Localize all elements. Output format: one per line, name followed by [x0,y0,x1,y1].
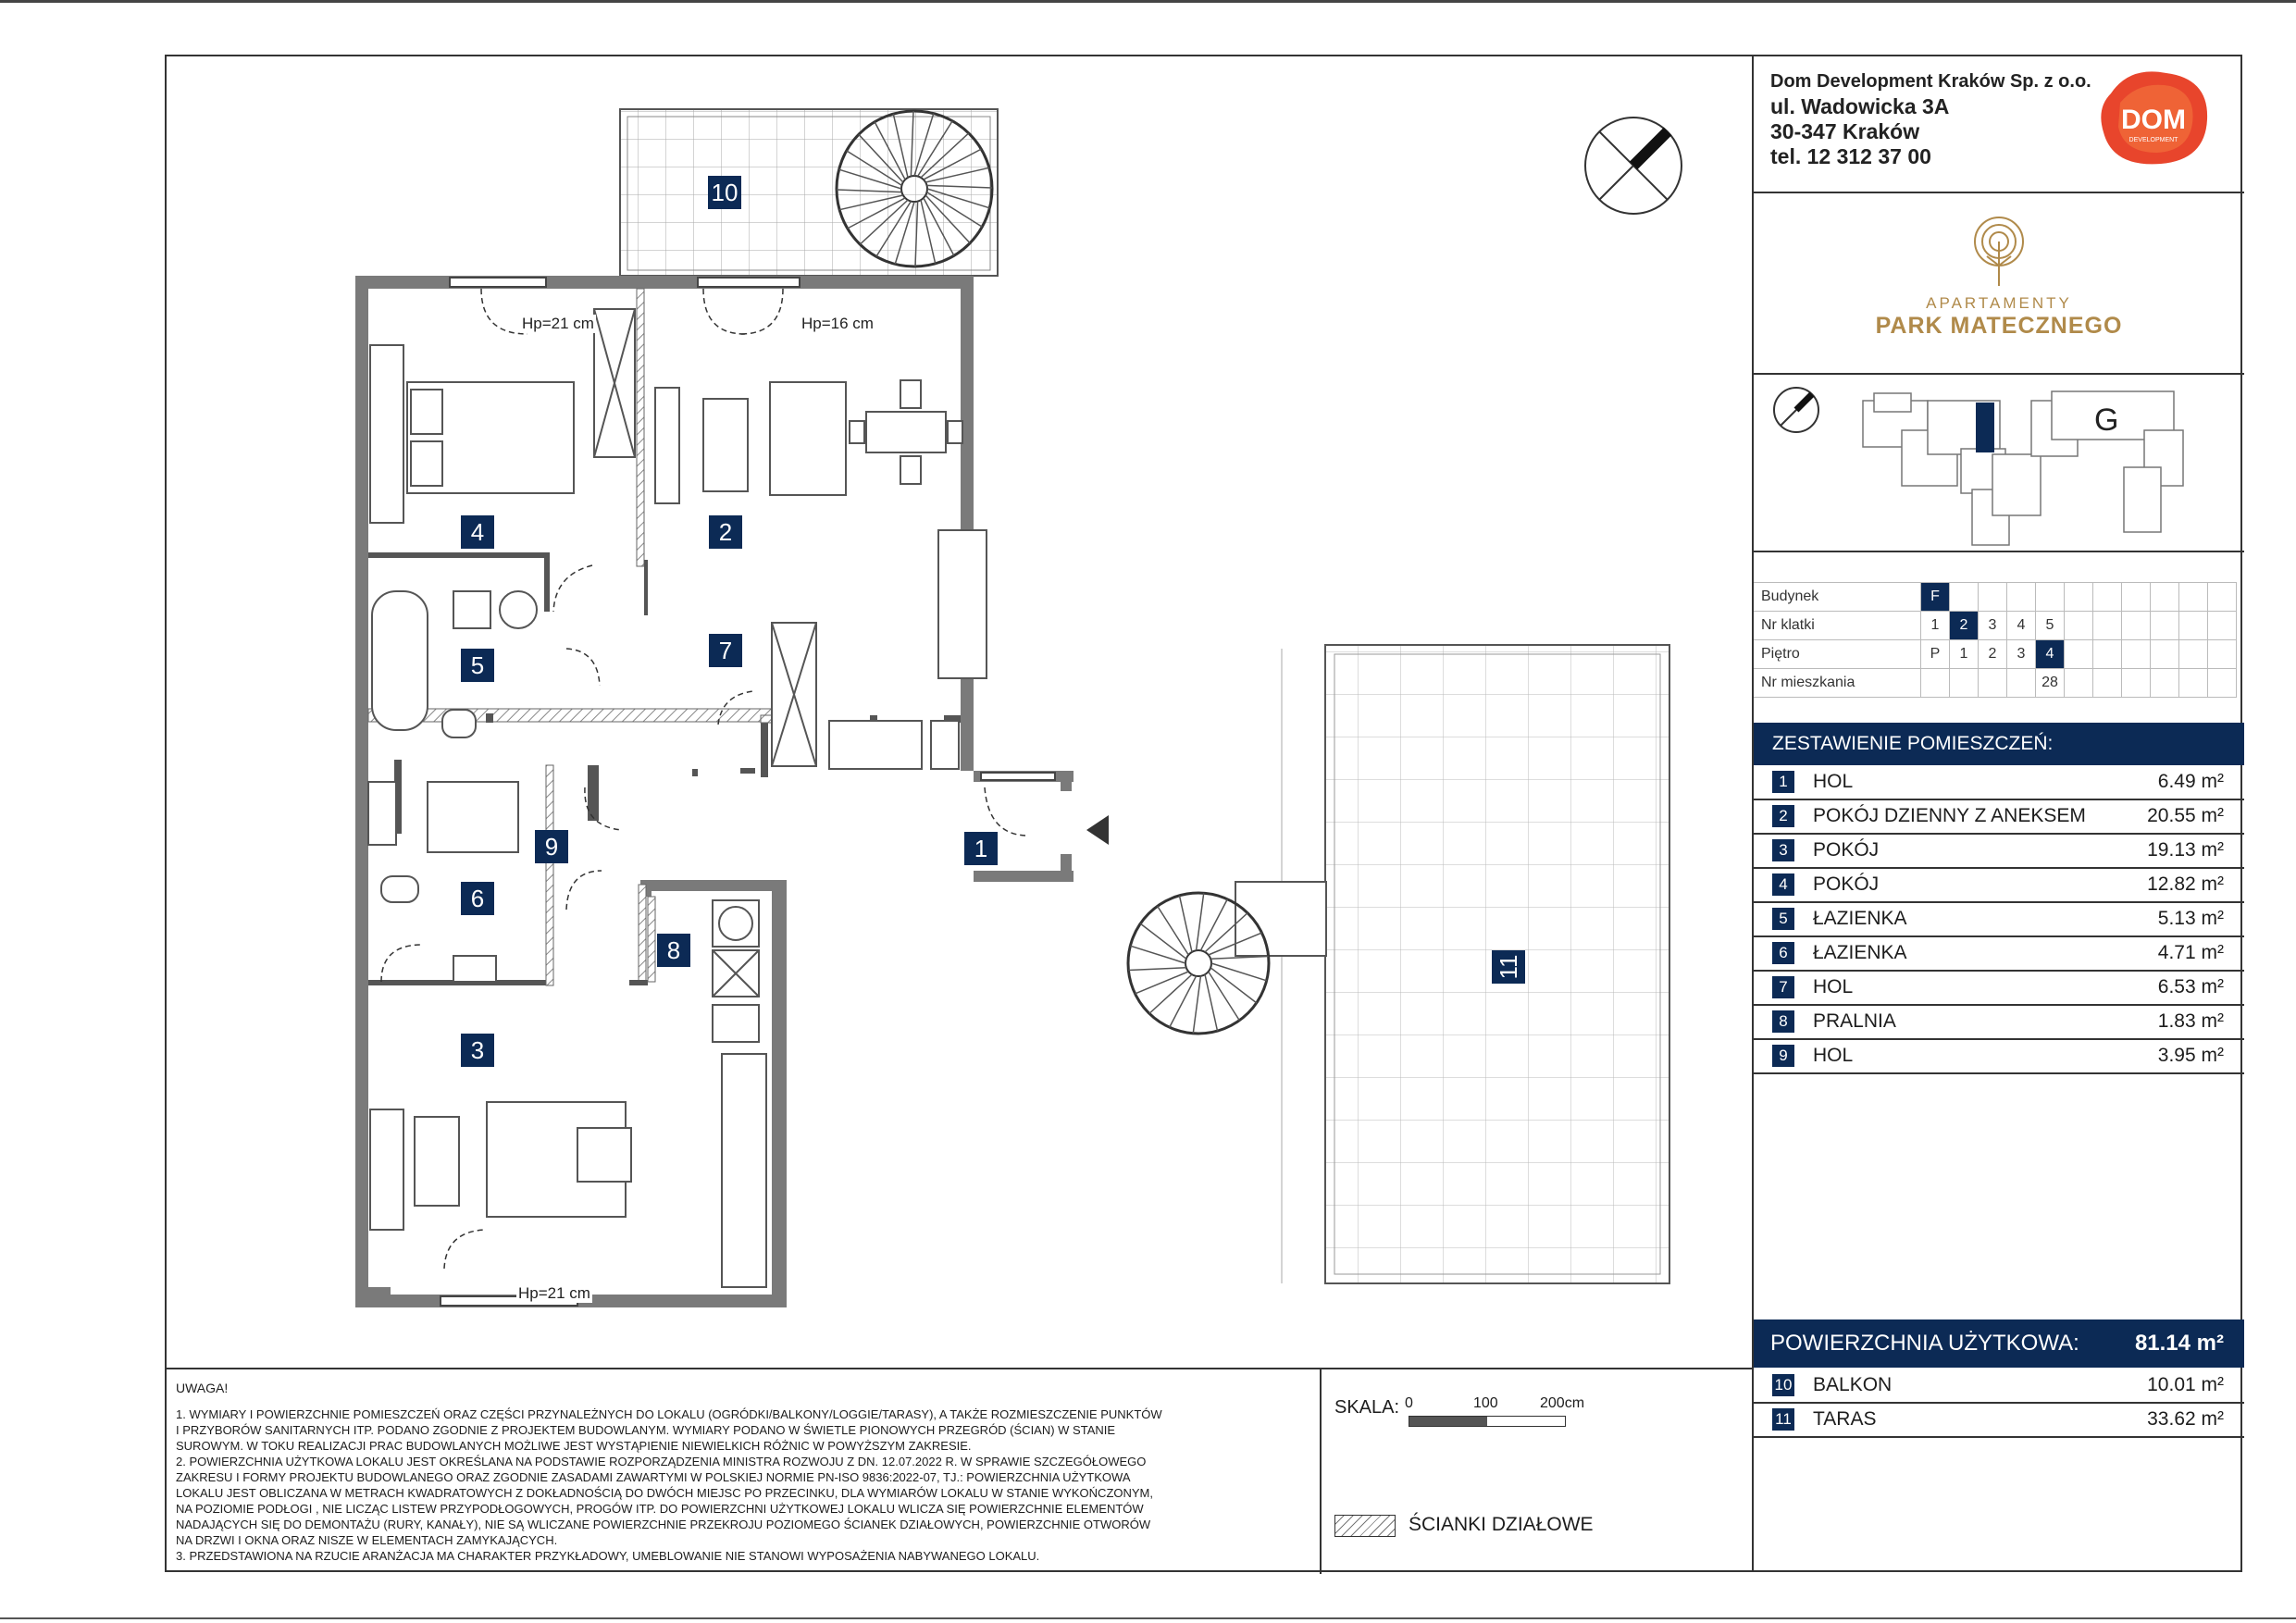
bedroom-furniture [370,309,679,523]
key-plan-compass [1774,388,1818,432]
key-plan [1754,375,2244,608]
building-grid-row [1754,583,2237,612]
room-row [1754,1005,2244,1040]
building-grid-row-label: Nr klatki [1754,612,1921,640]
building-grid-row [1754,669,2237,698]
company-city: 30-347 Kraków [1770,119,1920,143]
company-name: Dom Development Kraków Sp. z o.o. [1770,71,2091,92]
building-grid-cell [2179,583,2208,612]
building-grid-cell [2065,640,2093,669]
building-grid-cell: 4 [2007,612,2036,640]
notes-title: UWAGA! [176,1381,229,1395]
room-area: 12.82 m² [2147,873,2224,895]
company-address [1770,69,2091,169]
room-row [1754,936,2244,972]
note-line: NA POZIOMIE PODŁOGI , NIE LICZĄC LISTEW PRZYPODŁOGOWYCH, PROGÓW ITP. DO POWIERZCHNI UŻYTKOWEJ LOKALU WLICZA SIĘ POWIERZCHNIE ELEMENTÓW [176,1502,1144,1516]
stair-step [1128,968,1185,971]
stair-step [1130,946,1185,963]
floor-plan-drawing [167,56,1752,1368]
room-number: 3 [1772,839,1794,861]
room-number: 7 [1772,976,1794,998]
room-area: 19.13 m² [2147,839,2224,861]
building-grid [1754,582,2237,698]
building-grid-cell: 2 [1950,612,1979,640]
info-panel [1752,56,2244,1572]
note-line: SUROWYM. W TOKU REALIZACJI PRAC BUDOWLANYCH MOŻLIWE JEST WYSTĄPIENIE NIEWIELKICH RÓŻNIC W POWYŻSZYM ZAKRESIE. [176,1439,972,1453]
room-area: 6.53 m² [2157,976,2224,997]
building-grid-cell: 3 [1979,612,2007,640]
building-grid-cell [2036,583,2065,612]
key-plan-selected-block [1976,403,1994,452]
building-grid-cell [2179,640,2208,669]
stair-step [1136,972,1189,994]
building-grid-cell: 1 [1921,612,1950,640]
building-grid-cell [2208,583,2237,612]
room-label-3: 3 [461,1034,494,1067]
building-grid-cell [2122,640,2151,669]
note-line: LOKALU JEST OBLICZANA W METRACH KWADRATOWYCH Z DOKŁADNOŚCIĄ DO DWÓCH MIEJSC PO PRZECINKU, DLA WYMIARÓW LOKALU W STANIE WYKOŃCZONYM, [176,1486,1154,1500]
bathroom-6-fixtures [368,782,518,982]
room-number: 5 [1772,908,1794,930]
building-grid-cell [2093,669,2122,698]
entrance-arrow [1086,815,1109,845]
extra-name: TARAS [1813,1408,1877,1430]
room-row [1754,1039,2244,1074]
stair-step [1197,893,1204,950]
room-row [1754,902,2244,937]
building-grid-cell [1921,669,1950,698]
note-line: 2. POWIERZCHNIA UŻYTKOWA LOKALU JEST OKREŚLANA NA PODSTAWIE ROZPORZĄDZENIA MINISTRA ROZWOJU Z DN. 12.07.2022 R. W SPRAWIE SZCZEGÓŁOWEGO [176,1455,1147,1468]
room-name: HOL [1813,1045,1854,1066]
room-number: 1 [1772,771,1794,793]
divider [1754,192,2244,193]
room-label-9: 9 [535,830,568,863]
room-row [1754,799,2244,835]
note-line: 3. PRZEDSTAWIONA NA RZUCIE ARANŻACJA MA CHARAKTER PRZYKŁADOWY, UMEBLOWANIE NIE STANOWI WYPOSAŻENIA NABYWANEGO LOKALU. [176,1549,1040,1563]
room-area: 20.55 m² [2147,805,2224,826]
building-grid-cell [2151,669,2179,698]
building-grid-cell [2208,669,2237,698]
scale-tick-200: 200cm [1540,1395,1585,1411]
tree-logo-icon [1967,214,2031,288]
extra-name: BALKON [1813,1374,1893,1395]
room-label-8: 8 [657,934,690,967]
scale-tick-0: 0 [1405,1395,1413,1411]
divider [1754,551,2244,552]
rooms-header: ZESTAWIENIE POMIESZCZEŃ: [1754,723,2244,765]
stair-step [1211,963,1267,981]
room-number: 6 [1772,942,1794,964]
building-grid-cell [2151,612,2179,640]
window-height-note: Hp=16 cm [801,315,874,332]
room-area: 3.95 m² [2157,1045,2224,1066]
room-label-2: 2 [709,515,742,549]
usable-area-value: 81.14 m² [2134,1331,2224,1356]
room-label-5: 5 [461,649,494,682]
room-area: 6.49 m² [2157,771,2224,792]
notes-text [176,1406,1314,1564]
building-grid-table [1754,582,2237,698]
bottom-border [0,1617,2296,1619]
usable-area-bar [1754,1319,2244,1368]
top-border [0,0,2296,3]
scale-tick-100: 100 [1473,1395,1498,1411]
building-grid-row [1754,640,2237,669]
window-height-note: Hp=21 cm [518,1284,590,1302]
extra-area-row [1754,1403,2244,1438]
company-street: ul. Wadowicka 3A [1770,94,1950,118]
room-area: 1.83 m² [2157,1010,2224,1032]
brand-subtitle: APARTAMENTY [1926,294,2072,312]
note-line: NADAJĄCYCH SIĘ DO DEMONTAŻU (RURY, KANAŁY), NIE SĄ WLICZANE POWIERZCHNIE PRZEKROJU POZIOMEGO ŚCIANEK DZIAŁOWYCH, POWIERZCHNIE OTWORÓW [176,1518,1151,1531]
room-area: 4.71 m² [2157,942,2224,963]
floor-plan-sheet [165,55,2242,1572]
room-name: POKÓJ DZIENNY Z ANEKSEM [1813,805,2086,826]
building-grid-cell [2179,612,2208,640]
building-grid-cell [2122,669,2151,698]
building-grid-cell [2007,583,2036,612]
building-grid-cell [2093,612,2122,640]
building-grid-cell [2208,640,2237,669]
room-label-11: 11 [1492,950,1525,984]
extra-area: 33.62 m² [2147,1408,2224,1430]
building-grid-cell [2122,583,2151,612]
room-number: 9 [1772,1045,1794,1067]
room-number: 2 [1772,805,1794,827]
note-line: NA DRZWI I OKNA ORAZ NISZE W ELEMENTACH ZAMYKAJĄCYCH. [176,1533,558,1547]
partition-legend-label: ŚCIANKI DZIAŁOWE [1409,1514,1594,1535]
room-name: ŁAZIENKA [1813,942,1907,963]
building-grid-cell [2151,640,2179,669]
stair-step [1193,976,1200,1034]
laundry-fixtures [713,900,759,1042]
building-grid-cell: P [1921,640,1950,669]
north-arrow [1585,118,1682,214]
room-name: HOL [1813,976,1854,997]
room-number: 8 [1772,1010,1794,1033]
stair-step [1149,974,1192,1013]
building-grid-cell: 28 [2036,669,2065,698]
extra-number: 11 [1772,1408,1794,1431]
project-brand [1754,214,2244,340]
building-grid-cell: F [1921,583,1950,612]
building-grid-cell [2065,669,2093,698]
building-grid-row-label: Budynek [1754,583,1921,612]
room-row [1754,765,2244,800]
building-grid-cell [2122,612,2151,640]
room-name: HOL [1813,771,1854,792]
room-name: ŁAZIENKA [1813,908,1907,929]
building-grid-cell [1979,583,2007,612]
building-grid-cell: 1 [1950,640,1979,669]
key-plan-buildings [1863,391,2183,545]
usable-area-label: POWIERZCHNIA UŻYTKOWA: [1770,1331,2079,1356]
building-grid-cell [1950,583,1979,612]
room-area: 5.13 m² [2157,908,2224,929]
building-grid-cell: 2 [1979,640,2007,669]
key-plan-building-letter: G [2094,403,2119,438]
building-grid-cell [2065,612,2093,640]
logo-text: DOM [2121,105,2186,135]
scale-bar [1409,1416,1566,1427]
building-grid-cell [1979,669,2007,698]
building-grid-cell: 3 [2007,640,2036,669]
notes-box [167,1368,1320,1574]
building-grid-row-label: Nr mieszkania [1754,669,1921,698]
room-label-1: 1 [964,832,998,865]
room-name: PRALNIA [1813,1010,1896,1032]
brand-title: PARK MATECZNEGO [1875,313,2123,339]
room-label-6: 6 [461,882,494,915]
extra-number: 10 [1772,1374,1794,1396]
extra-area: 10.01 m² [2147,1374,2224,1395]
building-grid-cell [2007,669,2036,698]
building-grid-cell [2179,669,2208,698]
bedroom-3-furniture [370,1054,766,1287]
scale-label: SKALA: [1334,1397,1400,1418]
room-row [1754,834,2244,869]
building-grid-cell [2065,583,2093,612]
note-line: 1. WYMIARY I POWIERZCHNIE POMIESZCZEŃ ORAZ CZĘŚCI PRZYNALEŻNYCH DO LOKALU (OGRÓDKI/BALKONY/LOGGIE/TARASY), A TAKŻE ROZMIESZCZENIE PUNKTÓW [176,1407,1162,1421]
terrace-11 [1128,645,1669,1283]
room-name: POKÓJ [1813,839,1880,861]
building-grid-cell: 4 [2036,640,2065,669]
room-number: 4 [1772,873,1794,896]
building-grid-row-label: Piętro [1754,640,1921,669]
room-row [1754,971,2244,1006]
building-grid-cell: 5 [2036,612,2065,640]
company-phone: tel. 12 312 37 00 [1770,144,1931,168]
note-line: ZAKRESU I FORMY PROJEKTU BUDOWLANEGO ORAZ ZGODNIE ZASADAMI ZAWARTYMI W POLSKIEJ NORMIE PN-ISO 9836:2022-07, TJ.: POWIERZCHNIA UŻYTKOWA [176,1470,1131,1484]
room-row [1754,868,2244,903]
room-label-10: 10 [708,176,741,209]
extra-area-row [1754,1369,2244,1404]
note-line: I PRZYBORÓW SANITARNYCH ITP. PODANO ZGODNIE Z PROJEKTEM BUDOWLANYM. WYMIARY PODANO W ŚWIETLE PIONOWYCH PRZEGRÓD (ŚCIAN) W STANIE [176,1423,1116,1437]
dom-development-logo [2092,66,2215,169]
building-grid-cell [1950,669,1979,698]
scale-legend-box [1320,1368,1754,1574]
logo-subtext: DEVELOPMENT [2128,137,2178,143]
window-height-note: Hp=21 cm [522,315,594,332]
building-grid-cell [2151,583,2179,612]
room-name: POKÓJ [1813,873,1880,895]
building-grid-cell [2208,612,2237,640]
building-grid-cell [2093,583,2122,612]
room-label-4: 4 [461,515,494,549]
partition-hatch-swatch [1334,1515,1396,1537]
room-label-7: 7 [709,634,742,667]
building-grid-row [1754,612,2237,640]
floor-plan [167,56,1752,1368]
building-grid-cell [2093,640,2122,669]
